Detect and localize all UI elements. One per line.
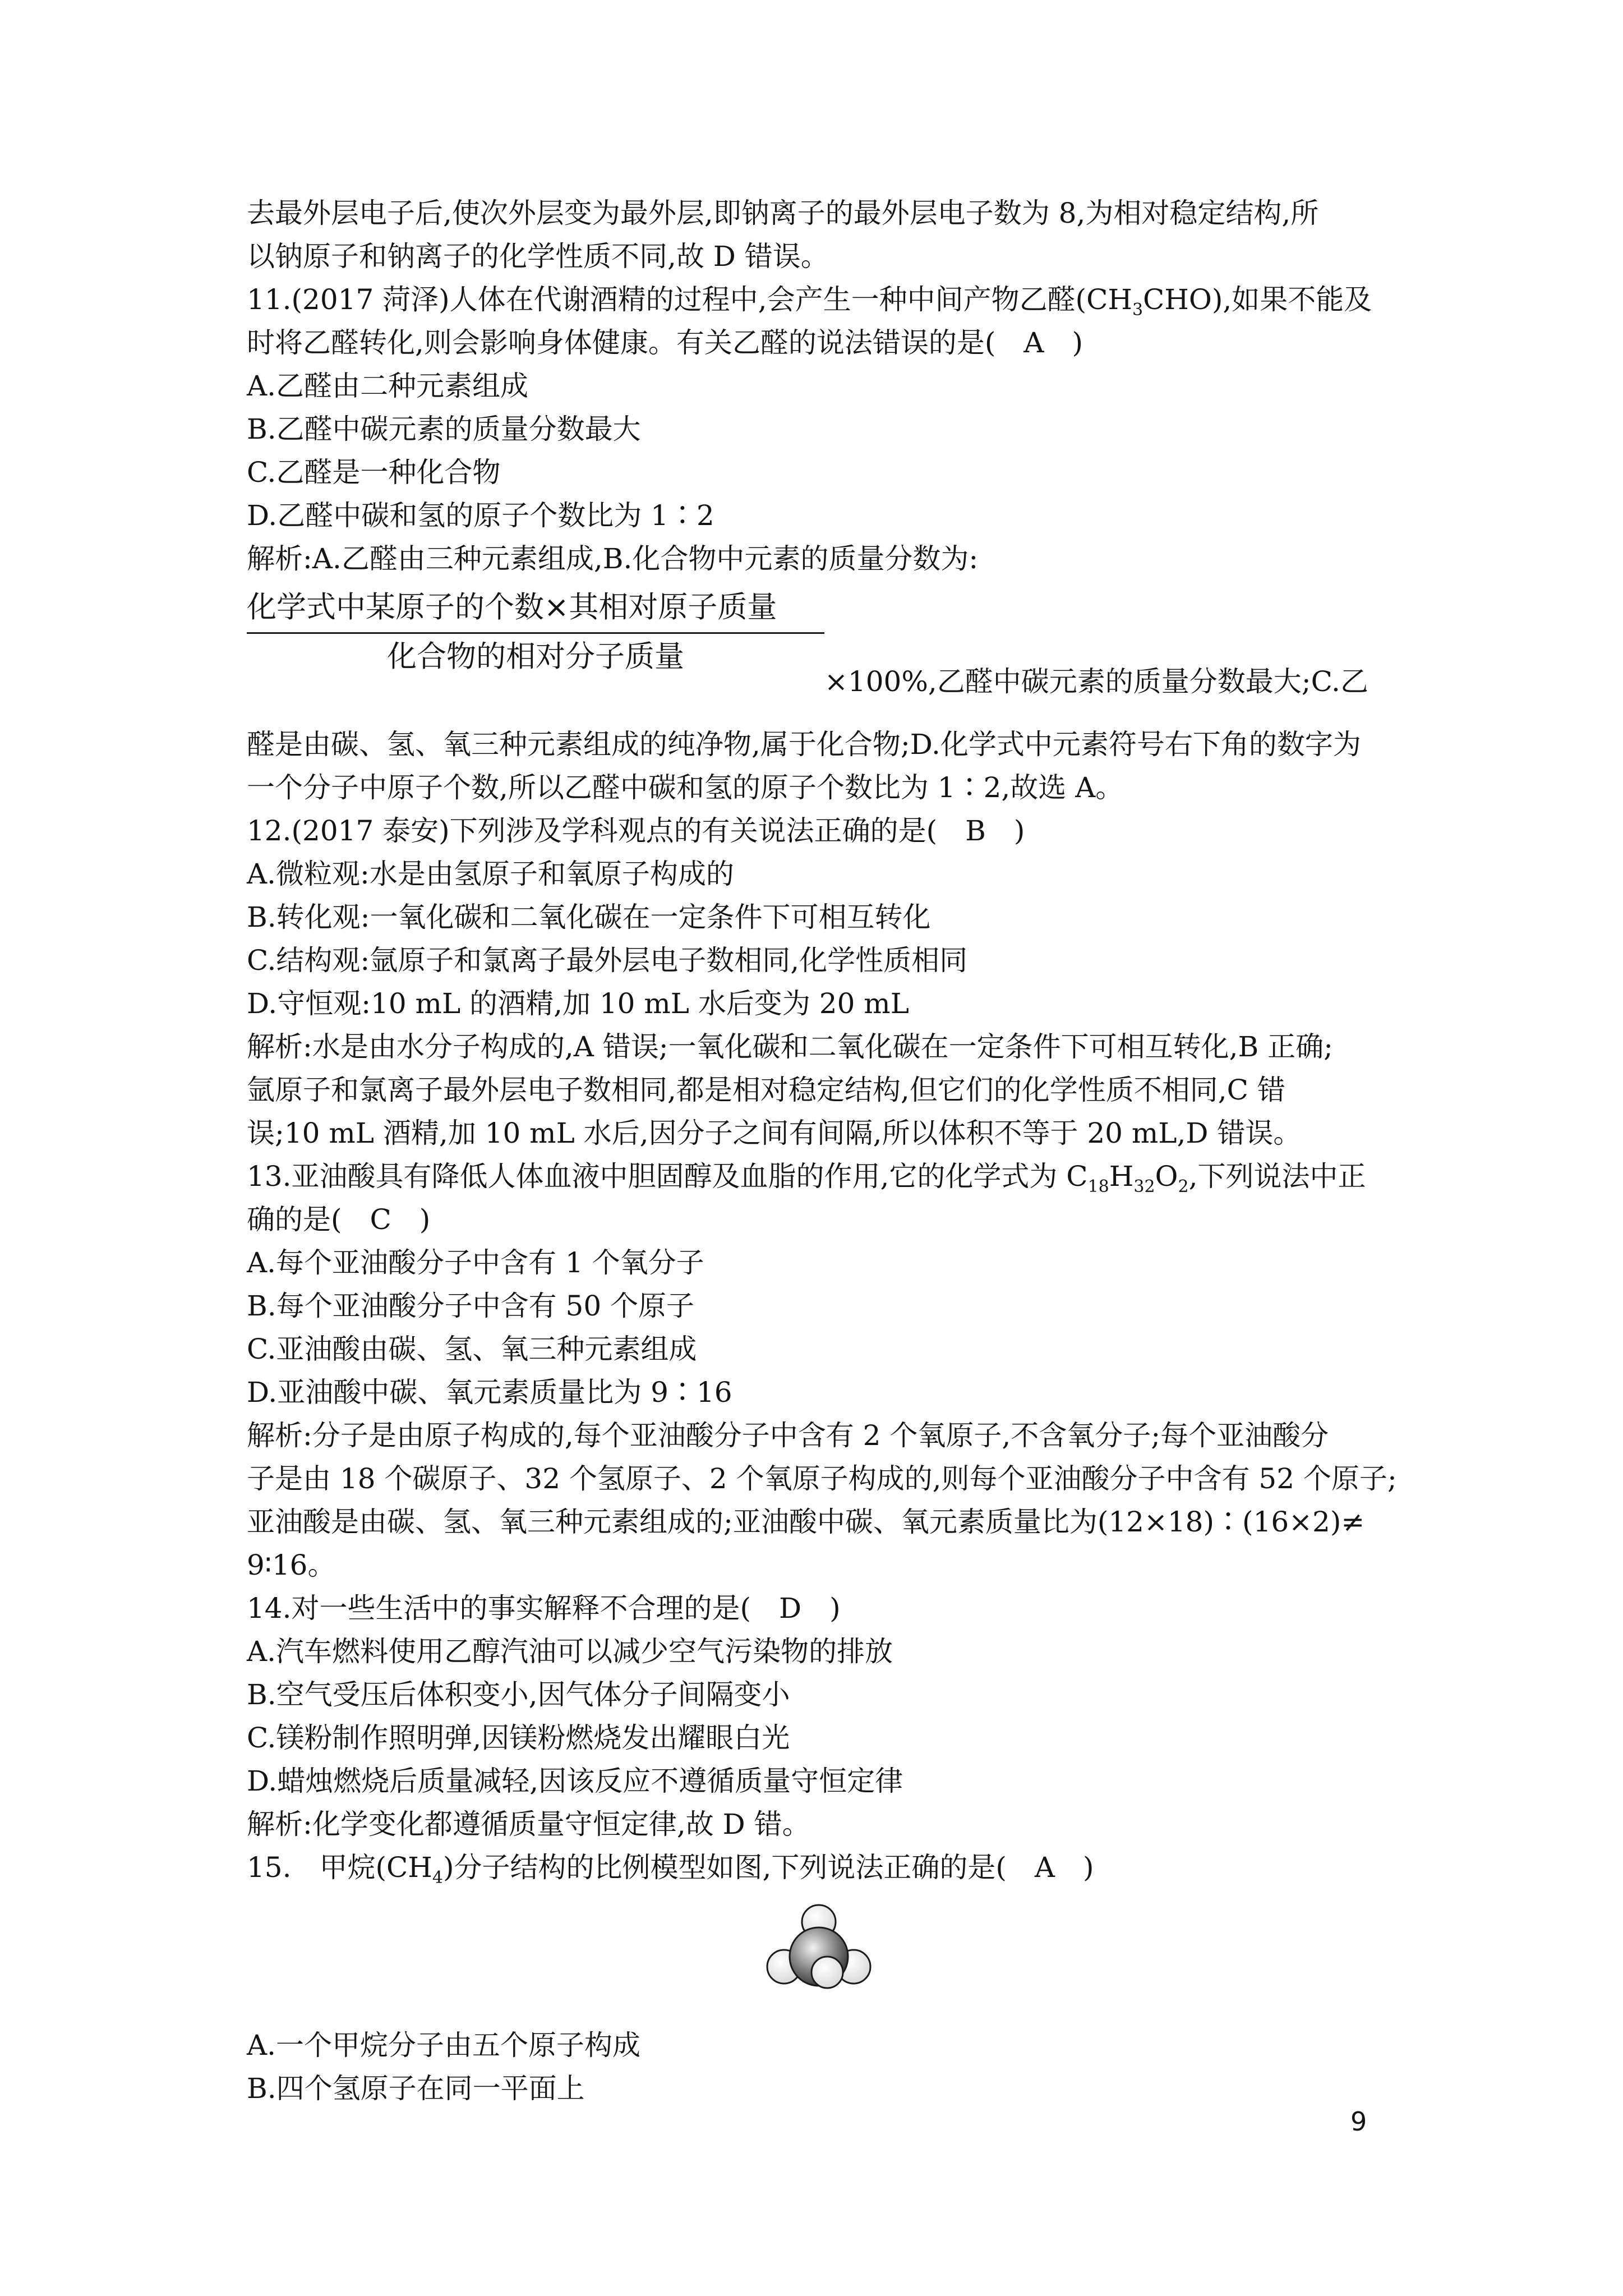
analysis-line: 解析:化学变化都遵循质量守恒定律,故 D 错。 bbox=[247, 1808, 810, 1841]
question-11-stem: 11.(2017 菏泽)人体在代谢酒精的过程中,会产生一种中间产物乙醛$(CH_3CHO)$,如果不能及 bbox=[247, 283, 1372, 320]
hydrogen-atom-front bbox=[811, 1957, 843, 1988]
text-line: 以钠原子和钠离子的化学性质不同,故 D 错误。 bbox=[247, 240, 829, 273]
text-line: 误;10 mL 酒精,加 10 mL 水后,因分子之间有间隔,所以体积不等于 20 mL,D 错误。 bbox=[247, 1117, 1302, 1149]
analysis-line: 解析:A.乙醛由三种元素组成,B.化合物中元素的质量分数为: bbox=[247, 542, 979, 575]
question-12-stem: 12.(2017 泰安)下列涉及学科观点的有关说法正确的是( B ) bbox=[247, 815, 1025, 847]
option-b: B.每个亚油酸分子中含有 50 个原子 bbox=[247, 1290, 695, 1322]
question-15-stem: 15. 甲烷$(CH_4)$分子结构的比例模型如图,下列说法正确的是( A ) bbox=[247, 1851, 1094, 1888]
mass-fraction-formula bbox=[247, 587, 1396, 723]
text-line: 去最外层电子后,使次外层变为最外层,即钠离子的最外层电子数为 8,为相对稳定结构,所 bbox=[247, 197, 1319, 229]
option-c: C.亚油酸由碳、氢、氧三种元素组成 bbox=[247, 1333, 697, 1365]
page-number: 9 bbox=[1350, 2106, 1367, 2137]
option-b: B.转化观:一氧化碳和二氧化碳在一定条件下可相互转化 bbox=[247, 901, 931, 933]
formula-continuation: ×100%,乙醛中碳元素的质量分数最大;C.乙 bbox=[824, 665, 1368, 698]
option-a: A.每个亚油酸分子中含有 1 个氧分子 bbox=[247, 1246, 704, 1279]
option-c: C.镁粉制作照明弹,因镁粉燃烧发出耀眼白光 bbox=[247, 1722, 790, 1754]
text-line: 9∶16。 bbox=[247, 1549, 336, 1581]
option-a: A.汽车燃料使用乙醇汽油可以减少空气污染物的排放 bbox=[247, 1635, 893, 1668]
question-14-stem: 14.对一些生活中的事实解释不合理的是( D ) bbox=[247, 1592, 841, 1625]
option-a: A.微粒观:水是由氢原子和氧原子构成的 bbox=[247, 858, 734, 890]
fraction-bar bbox=[247, 632, 824, 634]
option-a: A.乙醛由二种元素组成 bbox=[247, 370, 529, 402]
option-d: D.蜡烛燃烧后质量减轻,因该反应不遵循质量守恒定律 bbox=[247, 1765, 903, 1797]
fraction-denominator: 化合物的相对分子质量 bbox=[387, 639, 684, 674]
option-b: B.空气受压后体积变小,因气体分子间隔变小 bbox=[247, 1678, 790, 1711]
analysis-line: 解析:分子是由原子构成的,每个亚油酸分子中含有 2 个氧原子,不含氧分子;每个亚油酸分 bbox=[247, 1419, 1329, 1452]
option-d: D.守恒观:10 mL 的酒精,加 10 mL 水后变为 20 mL bbox=[247, 987, 909, 1020]
text-line: 确的是( C ) bbox=[247, 1203, 431, 1236]
methane-ball-model-icon bbox=[763, 1901, 875, 1996]
text-line: 氩原子和氯离子最外层电子数相同,都是相对稳定结构,但它们的化学性质不相同,C 错 bbox=[247, 1074, 1285, 1106]
option-b: B.四个氢原子在同一平面上 bbox=[247, 2072, 585, 2105]
analysis-line: 解析:水是由水分子构成的,A 错误;一氧化碳和二氧化碳在一定条件下可相互转化,B 正确; bbox=[247, 1030, 1333, 1063]
option-c: C.结构观:氩原子和氯离子最外层电子数相同,化学性质相同 bbox=[247, 944, 968, 977]
text-line: 时将乙醛转化,则会影响身体健康。有关乙醛的说法错误的是( A ) bbox=[247, 326, 1083, 359]
methane-model-figure bbox=[247, 1889, 1396, 2024]
text-line: 子是由 18 个碳原子、32 个氢原子、2 个氧原子构成的,则每个亚油酸分子中含有 52 个原子; bbox=[247, 1462, 1397, 1495]
text-line: 亚油酸是由碳、氢、氧三种元素组成的;亚油酸中碳、氧元素质量比为(12×18)∶(16×2)≠ bbox=[247, 1506, 1365, 1538]
document-body bbox=[247, 192, 1396, 2110]
question-13-stem: 13.亚油酸具有降低人体血液中胆固醇及血脂的作用,它的化学式为 $C_{18}H_{32}O_2$,下列说法中正 bbox=[247, 1160, 1366, 1197]
option-d: D.亚油酸中碳、氧元素质量比为 9∶16 bbox=[247, 1376, 732, 1409]
fraction-numerator: 化学式中某原子的个数×其相对原子质量 bbox=[247, 590, 777, 624]
option-a: A.一个甲烷分子由五个原子构成 bbox=[247, 2029, 641, 2062]
option-d: D.乙醛中碳和氢的原子个数比为 1∶2 bbox=[247, 499, 714, 532]
option-c: C.乙醛是一种化合物 bbox=[247, 456, 501, 489]
text-line: 醛是由碳、氢、氧三种元素组成的纯净物,属于化合物;D.化学式中元素符号右下角的数字为 bbox=[247, 728, 1361, 761]
option-b: B.乙醛中碳元素的质量分数最大 bbox=[247, 413, 641, 445]
text-line: 一个分子中原子个数,所以乙醛中碳和氢的原子个数比为 1∶2,故选 A。 bbox=[247, 771, 1124, 804]
